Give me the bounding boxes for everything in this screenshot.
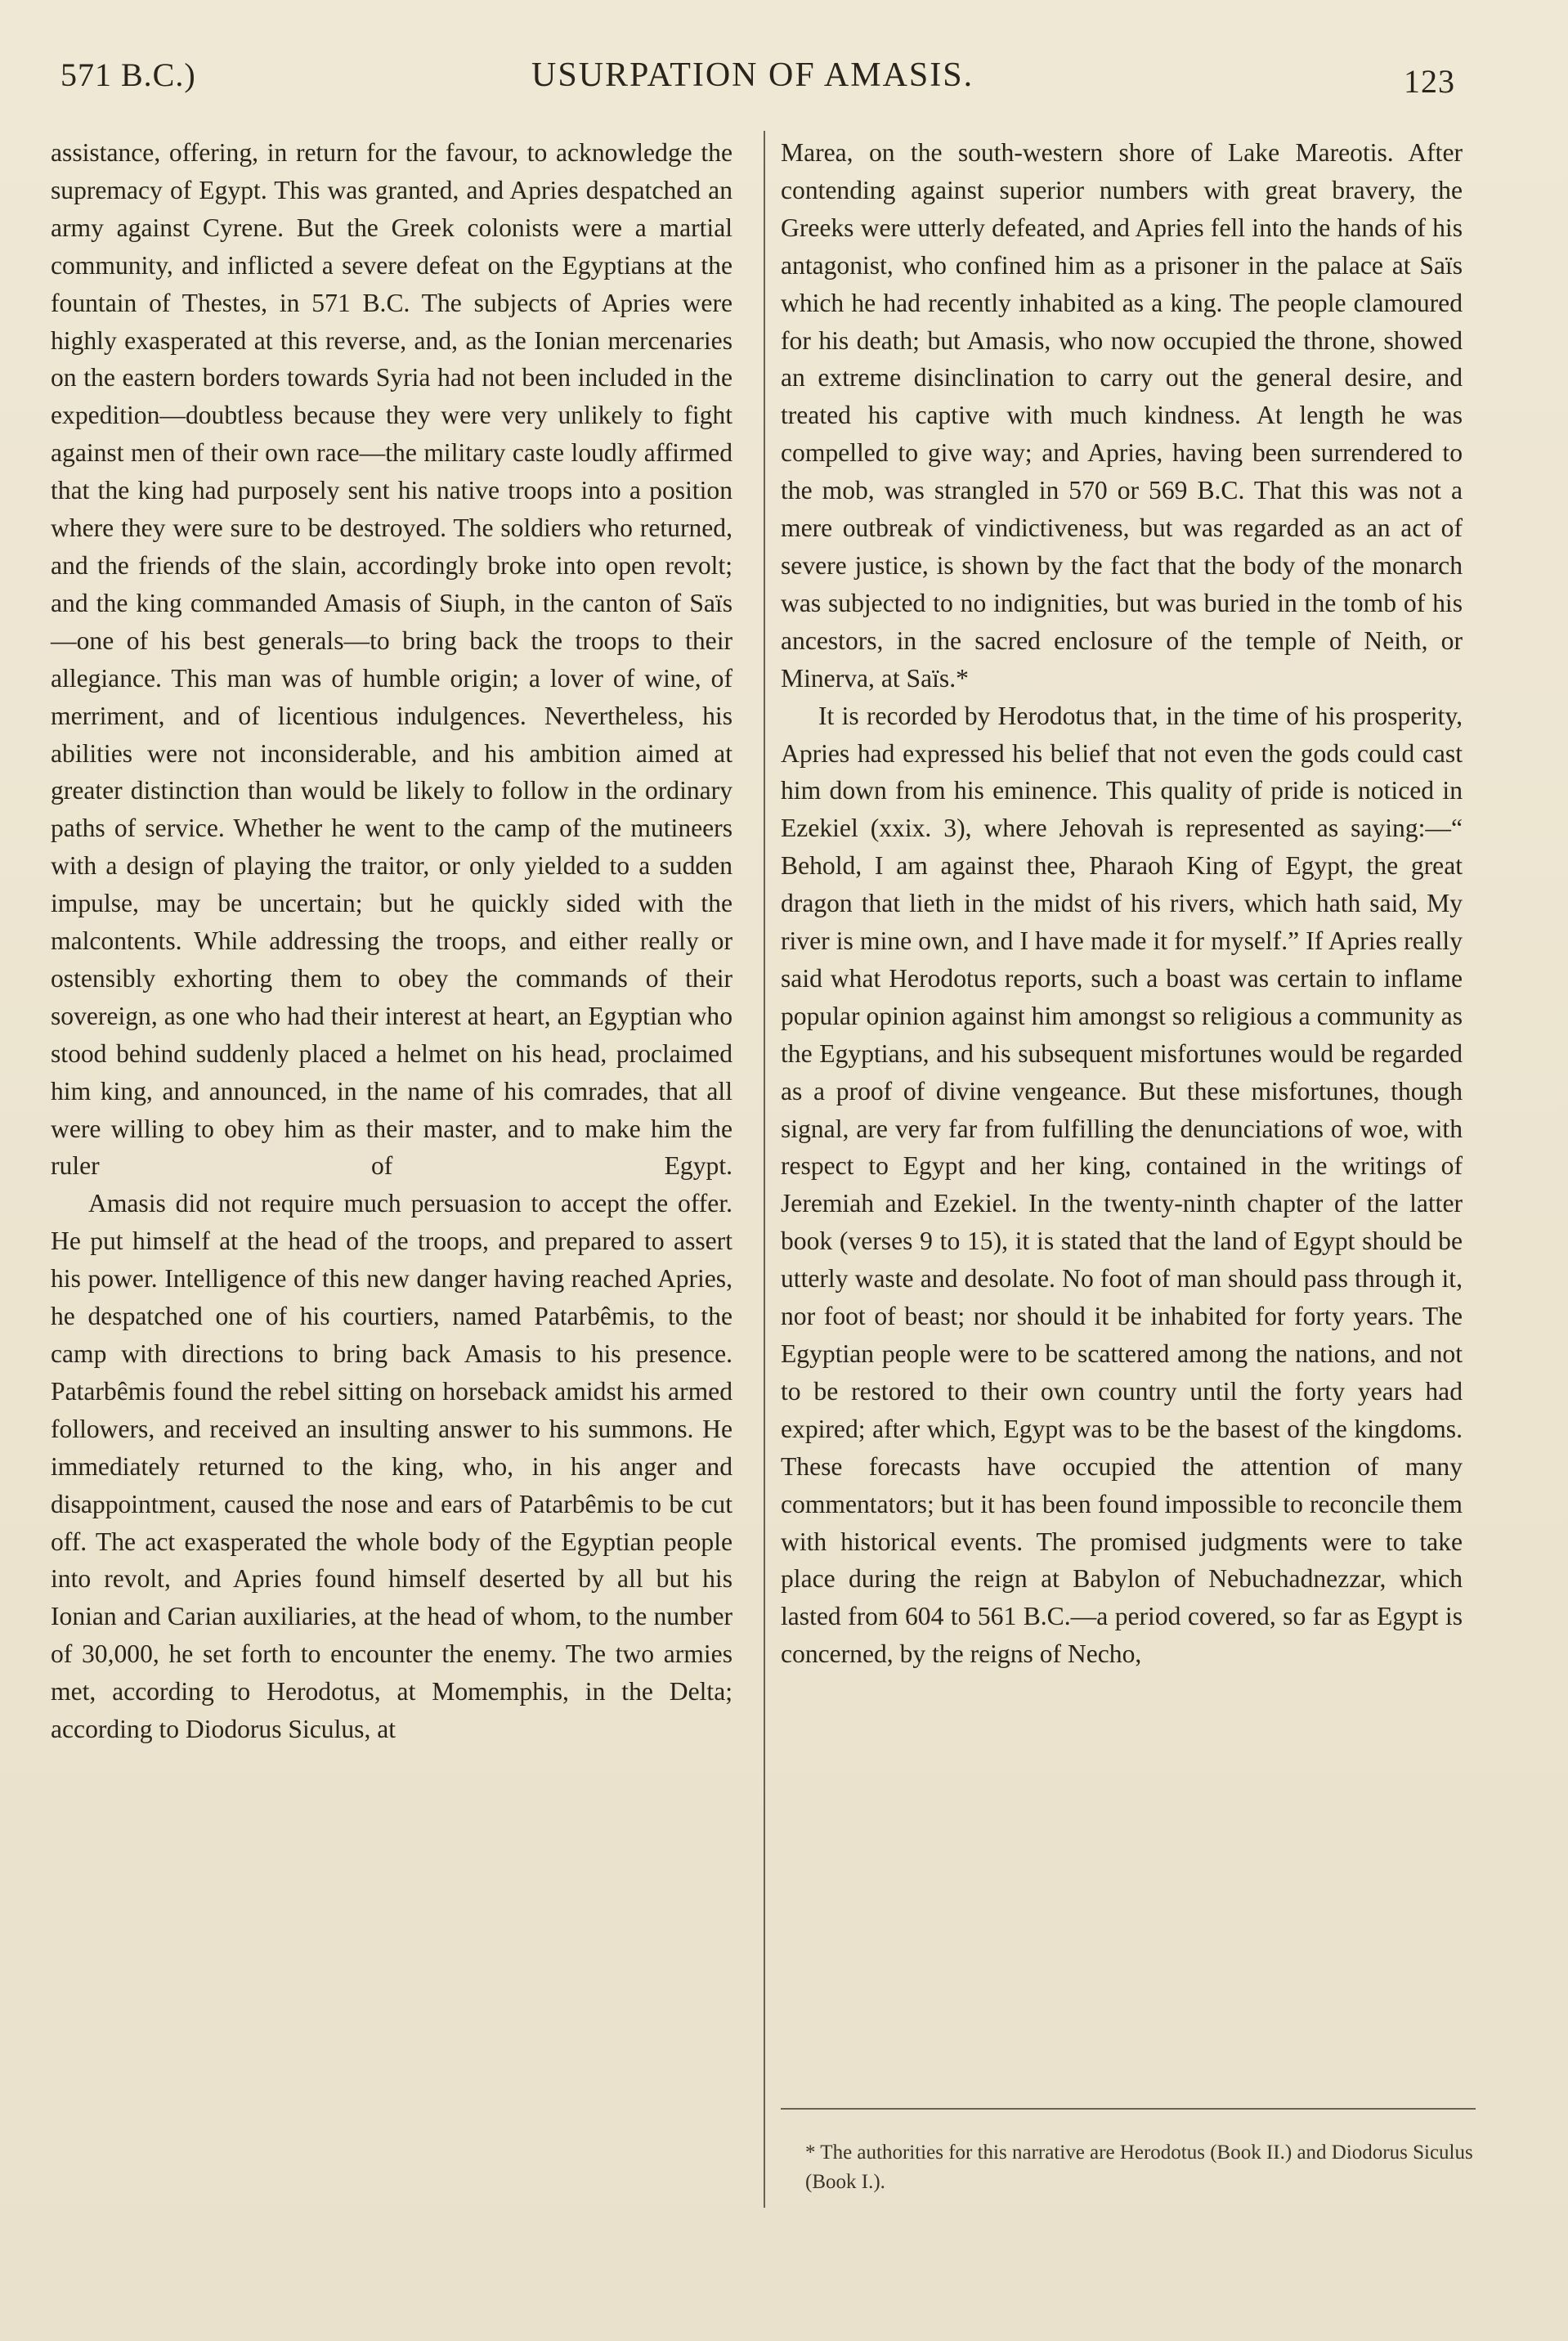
footnote: * The authorities for this narrative are Herodotus (Book II.) and Diodorus Siculus (Book I.). xyxy=(805,2141,1473,2193)
footnote-rule xyxy=(781,2108,1476,2110)
running-head-date: 571 B.C.) xyxy=(60,56,196,93)
right-text-column xyxy=(781,134,1463,1673)
left-text-column xyxy=(51,134,732,1748)
column-divider xyxy=(764,131,765,2208)
paragraph: Amasis did not require much persuasion to accept the offer. He put himself at the head of the troops, and prepared to assert his power. Intelligence of this new danger having reached Apries, he despatched one of his courtiers, named Patarbêmis, to the camp with directions to bring back Amasis to his presence. Patarbêmis found the rebel sitting on horseback amidst his armed followers, and received an insulting answer to his summons. He immediately returned to the king, who, in his anger and disappointment, caused the nose and ears of Patarbêmis to be cut off. The act exasperated the whole body of the Egyptian people into revolt, and Apries found himself deserted by all but his Ionian and Carian auxiliaries, at the head of whom, to the number of 30,000, he set forth to encounter the enemy. The two armies met, according to Herodotus, at Momemphis, in the Delta; according to Diodorus Siculus, at xyxy=(51,1189,732,1744)
paragraph: Marea, on the south-western shore of Lake Mareotis. After contending against superior numbers with great bravery, the Greeks were utterly defeated, and Apries fell into the hands of his antagonist, who confined him as a prisoner in the palace at Saïs which he had recently inhabited as a king. The people clamoured for his death; but Amasis, who now occupied the throne, showed an extreme disinclination to carry out the general desire, and treated his captive with much kindness. At length he was compelled to give way; and Apries, having been surrendered to the mob, was strangled in 570 or 569 B.C. That this was not a mere outbreak of vindictiveness, but was regarded as an act of severe justice, is shown by the fact that the body of the monarch was subjected to no indignities, but was buried in the tomb of his ancestors, in the sacred enclosure of the temple of Neith, or Minerva, at Saïs.* xyxy=(781,138,1463,693)
paragraph: It is recorded by Herodotus that, in the time of his prosperity, Apries had expressed his belief that not even the gods could cast him down from his eminence. This quality of pride is noticed in Ezekiel (xxix. 3), where Jehovah is represented as saying:—“ Behold, I am against thee, Pharaoh King of Egypt, the great dragon that lieth in the midst of his rivers, which hath said, My river is mine own, and I have made it for myself.” If Apries really said what Herodotus reports, such a boast was certain to inflame popular opinion against him amongst so religious a community as the Egyptians, and his subsequent misfortunes would be regarded as a proof of divine vengeance. But these misfortunes, though signal, are very far from fulfilling the denunciations of woe, with respect to Egypt and her king, contained in the writings of Jeremiah and Ezekiel. In the twenty-ninth chapter of the latter book (verses 9 to 15), it is stated that the land of Egypt should be utterly waste and desolate. No foot of man should pass through it, nor foot of beast; nor should it be inhabited for forty years. The Egyptian people were to be scattered among the nations, and not to be restored to their own country until the forty years had expired; after which, Egypt was to be the basest of the kingdoms. These forecasts have occupied the attention of many commentators; but it has been found impossible to reconcile them with historical events. The promised judgments were to take place during the reign at Babylon of Nebuchadnezzar, which lasted from 604 to 561 B.C.—a period covered, so far as Egypt is concerned, by the reigns of Necho, xyxy=(781,701,1463,1669)
page-number: 123 xyxy=(1404,63,1455,100)
running-head-title: USURPATION OF AMASIS. xyxy=(531,56,974,94)
paragraph: assistance, offering, in return for the favour, to acknowledge the supremacy of Egypt. This was granted, and Apries despatched an army against Cyrene. But the Greek colonists were a martial community, and inflicted a severe defeat on the Egyptians at the fountain of Thestes, in 571 B.C. The subjects of Apries were highly exasperated at this reverse, and, as the Ionian mercenaries on the eastern borders towards Syria had not been included in the expedition—doubtless because they were very unlikely to fight against men of their own race—the military caste loudly affirmed that the king had purposely sent his native troops into a position where they were sure to be destroyed. The soldiers who returned, and the friends of the slain, accordingly broke into open revolt; and the king commanded Amasis of Siuph, in the canton of Saïs—one of his best generals—to bring back the troops to their allegiance. This man was of humble origin; a lover of wine, of merriment, and of licentious indulgences. Nevertheless, his abilities were not inconsiderable, and his ambition aimed at greater distinction than would be likely to follow in the ordinary paths of service. Whether he went to the camp of the mutineers with a design of playing the traitor, or only yielded to a sudden impulse, may be uncertain; but he quickly sided with the malcontents. While addressing the troops, and either really or ostensibly exhorting them to obey the commands of their sovereign, as one who had their interest at heart, an Egyptian who stood behind suddenly placed a helmet on his head, proclaimed him king, and announced, in the name of his comrades, that all were willing to obey him as their master, and to make him the ruler of Egypt. xyxy=(51,138,732,1181)
